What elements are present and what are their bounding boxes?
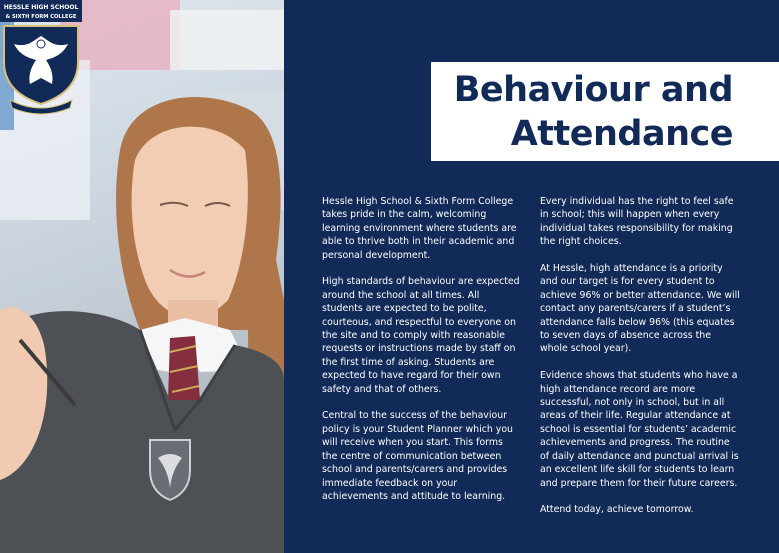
- paragraph-student-planner: Central to the success of the behaviour policy is your Student Planner which you will receive when you start. This forms the centre of communication between school and parents/carers and provides immediate feedback on your achievements and attitude to learning.: [322, 410, 513, 502]
- school-crest-logo: [0, 0, 82, 115]
- paragraph-attendance-target: At Hessle, high attendance is a priority and our target is for every student to achieve 96% or better attendance. We will contact any parents/carers if a student’s attendance falls below 96% (this equates to seven days of absence across the whole school year).: [540, 263, 740, 355]
- left-text-column: [322, 195, 520, 517]
- paragraph-attendance-evidence: Evidence shows that students who have a high attendance record are more successful, not only in school, but in all areas of their life. Regular attendance at school is essential for students’ academic achievements and progress. The routine of daily attendance and punctual arrival is an excellent life skill for students to learn and prepare them for their future careers.: [540, 370, 739, 489]
- right-text-column: [540, 195, 741, 530]
- crest-text-1: HESSLE HIGH SCHOOL: [3, 4, 79, 11]
- title-line-2: Attendance: [510, 114, 733, 154]
- student-photo: [0, 0, 284, 553]
- title-box: [431, 62, 779, 161]
- title-line-1: Behaviour and: [453, 70, 733, 110]
- paragraph-slogan: Attend today, achieve tomorrow.: [540, 504, 694, 516]
- crest-text-2: & SIXTH FORM COLLEGE: [5, 14, 77, 20]
- paragraph-behaviour-standards: High standards of behaviour are expected around the school at all times. All students are expected to be polite, courteous, and respectful to everyone on the site and to comply with reasonable requests or instructions made by staff on the first time of asking. Students are expected to have regard for their own safety and that of others.: [322, 276, 520, 395]
- page-title: [454, 68, 733, 156]
- paragraph-feel-safe: Every individual has the right to feel safe in school; this will happen when every individual takes responsibility for making the right choices.: [540, 196, 734, 248]
- paragraph-intro: Hessle High School & Sixth Form College takes pride in the calm, welcoming learning environment where students are able to thrive both in their academic and personal development.: [322, 196, 517, 261]
